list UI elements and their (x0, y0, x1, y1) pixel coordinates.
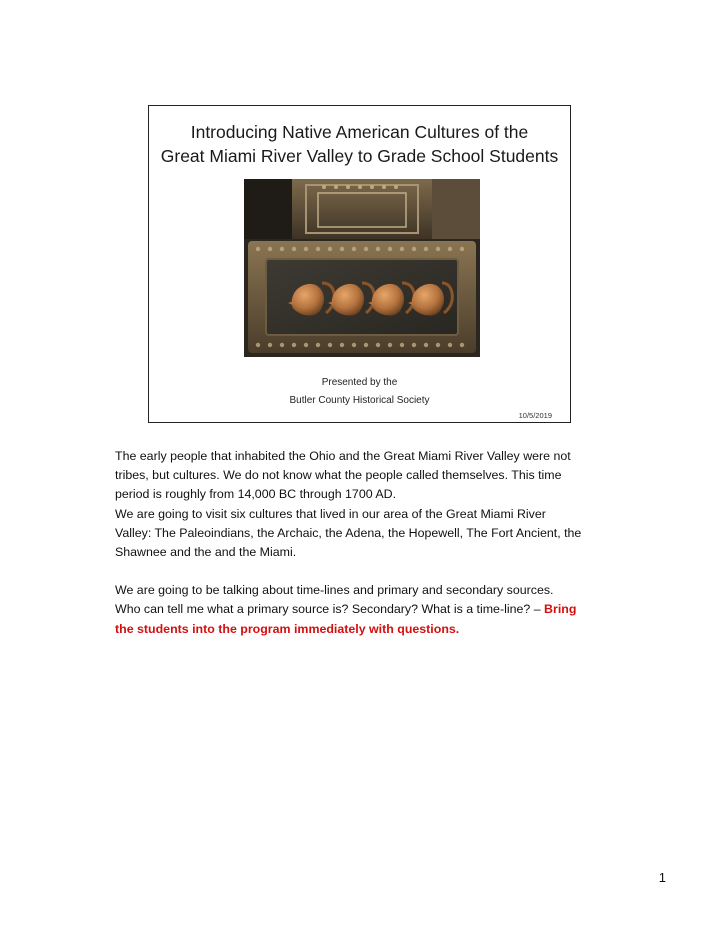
notes-text: Who can tell me what a primary source is? Secondary? What is a time-line? – (115, 602, 545, 617)
notes-line: Shawnee and the and the Miami. (115, 545, 297, 560)
slide-date: 10/5/2019 (518, 411, 552, 420)
slide-title-line1: Introducing Native American Cultures of the (190, 122, 529, 142)
notes-line: tribes, but cultures. We do not know what the people called themselves. This time (115, 468, 562, 483)
notes-line-mixed (115, 600, 615, 619)
notes-line: We are going to be talking about time-lines and primary and secondary sources. (115, 583, 554, 598)
notes-line: Valley: The Paleoindians, the Archaic, the Adena, the Hopewell, The Fort Ancient, the (115, 525, 582, 540)
page-number: 1 (658, 870, 666, 885)
presented-by: Presented by the (321, 377, 398, 388)
notes-line: period is roughly from 14,000 BC through 1700 AD. (115, 487, 397, 502)
organization-name: Butler County Historical Society (289, 395, 430, 406)
slide-title (149, 120, 570, 168)
presenter-credit (149, 374, 570, 410)
notes-line: We are going to visit six cultures that lived in our area of the Great Miami River (115, 506, 546, 521)
slide-frame (148, 105, 571, 423)
notes-line: The early people that inhabited the Ohio and the Great Miami River Valley were not (115, 449, 571, 463)
slide-title-line2: Great Miami River Valley to Grade School Students (160, 146, 559, 166)
speaker-notes (115, 447, 615, 639)
plaque-image (244, 179, 480, 357)
paragraph-gap (115, 562, 615, 581)
emphasis-line: the students into the program immediately with questions. (115, 621, 460, 636)
plaque-photo (244, 179, 480, 357)
emphasis-text: Bring (544, 602, 577, 617)
